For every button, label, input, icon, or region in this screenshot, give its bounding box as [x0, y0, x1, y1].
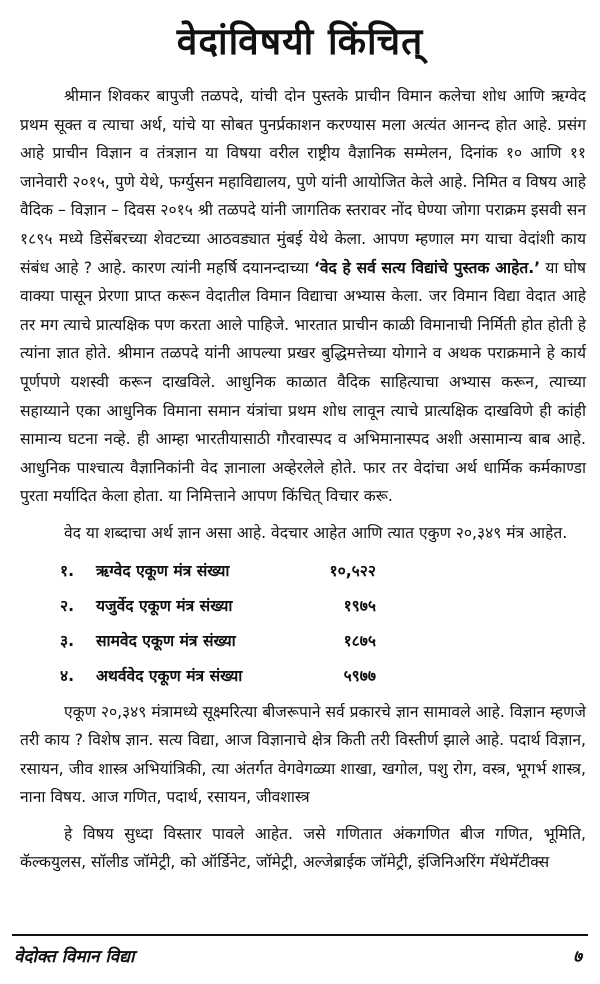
page-title: वेदांविषयी किंचित् [176, 20, 424, 63]
footer-divider [12, 934, 588, 936]
intro-paragraph [20, 82, 586, 511]
list-item [20, 589, 586, 624]
item-value: १८७५ [343, 631, 376, 650]
item-number: १. [60, 561, 75, 580]
mantra-count-list [20, 554, 586, 694]
dayanand-quote: ‘वेद हे सर्व सत्य विद्यांचे पुस्तक आहेत.’ [313, 258, 541, 277]
list-item [20, 554, 586, 589]
item-name: यजुर्वेद एकूण मंत्र संख्या [96, 596, 233, 615]
math-paragraph: हे विषय सुध्दा विस्तार पावले आहेत. जसे गणितात अंकगणित बीज गणित, भूमिति, कॅल्कयुलस, सॉलीड जॉमेट्री, को ऑर्डिनेट, जॉमेट्री, अल्जेब्राईक जॉमेट्री, इंजिनिअरिंग मॅथेमॅटीक्स [20, 824, 586, 872]
item-name: अथर्ववेद एकूण मंत्र संख्या [96, 666, 243, 685]
list-item [20, 659, 586, 694]
footer-book-title: वेदोक्त विमान विद्या [14, 947, 135, 967]
intro-text-after: या घोष वाक्या पासून प्रेरणा प्राप्त करून वेदातील विमान विद्याचा अभ्यास केला. जर विमान विद्या वेदात आहे तर मग त्याचे प्रात्यक्षिक पण करता आले पाहिजे. भारतात प्राचीन काळी विमानाची निर्मिती होत होती हे त्यांना ज्ञात होते. श्रीमान तळपदे यांनी आपल्या प्रखर बुद्धिमत्तेच्या योगाने व अथक पराक्रमाने हे कार्य पूर्णपणे यशस्वी करून दाखविले. आधुनिक काळात वैदिक साहित्याचा अभ्यास करून, त्याच्या सहाय्याने एका आधुनिक विमाना समान यंत्रांचा प्रथम शोध लावून त्याचे प्रात्यक्षिक दाखविणे ही कांही सामान्य घटना नव्हे. ही आम्हा भारतीयासाठी गौरवास्पद व अभिमानास्पद अशी असामान्य बाब आहे. आधुनिक पाश्चात्य वैज्ञानिकांनी वेद ज्ञानाला अव्हेरलेले होते. फार तर वेदांचा अर्थ धार्मिक कर्मकाण्डा पुरता मर्यादित केला होता. या निमित्ताने आपण किंचित् विचार करू. [20, 258, 587, 506]
item-value: १९७५ [343, 596, 376, 615]
science-paragraph: एकूण २०,३४९ मंत्रामध्ये सूक्ष्मरित्या बीजरूपाने सर्व प्रकारचे ज्ञान सामावले आहे. विज्ञान म्हणजे तरी काय ? विशेष ज्ञान. सत्य विद्या, आज विज्ञानाचे क्षेत्र किती तरी विस्तीर्ण झाले आहे. पदार्थ विज्ञान, रसायन, जीव शास्त्र अभियांत्रिकी, त्या अंतर्गत वेगवेगळ्या शाखा, खगोल, पशु रोग, वस्त्र, भूगर्भ शास्त्र, नाना विषय. आज गणित, पदार्थ, रसायन, जीवशास्त्र [20, 702, 586, 807]
item-value: ५९७७ [343, 666, 376, 685]
item-name: सामवेद एकूण मंत्र संख्या [96, 631, 236, 650]
item-number: २. [60, 596, 75, 615]
item-number: ४. [60, 666, 75, 685]
list-item [20, 624, 586, 659]
item-number: ३. [60, 631, 75, 650]
item-name: ऋग्वेद एकूण मंत्र संख्या [96, 561, 230, 580]
intro-text-before: श्रीमान शिवकर बापुजी तळपदे, यांची दोन पुस्तके प्राचीन विमान कलेचा शोध आणि ऋग्वेद प्रथम सूक्त व त्याचा अर्थ, यांचे या सोबत पुनर्प्रकाशन करण्यास मला अत्यंत आनन्द होत आहे. प्रसंग आहे प्राचीन विज्ञान व तंत्रज्ञान या विषया वरील राष्ट्रीय वैज्ञानिक सम्मेलन, दिनांक १० आणि ११ जानेवारी २०१५, पुणे येथे, फर्ग्युसन महाविद्यालय, पुणे यांनी आयोजित केले आहे. निमित व विषय आहे वैदिक – विज्ञान – दिवस २०१५ श्री तळपदे यांनी जागतिक स्तरावर नोंद घेण्या जोगा पराक्रम इसवी सन १८९५ मध्ये डिसेंबरच्या शेवटच्या आठवड्यात मुंबई येथे केला. आपण म्हणाल मग याचा वेदांशी काय संबंध आहे ? आहे. कारण त्यांनी महर्षि दयानन्दाच्या [20, 87, 586, 277]
veda-meaning-paragraph: वेद या शब्दाचा अर्थ ज्ञान असा आहे. वेदचार आहेत आणि त्यात एकुण २०,३४९ मंत्र आहेत. [64, 523, 568, 542]
page-number: ७ [573, 947, 582, 967]
item-value: १०,५२२ [329, 561, 376, 580]
body-text [20, 82, 586, 877]
